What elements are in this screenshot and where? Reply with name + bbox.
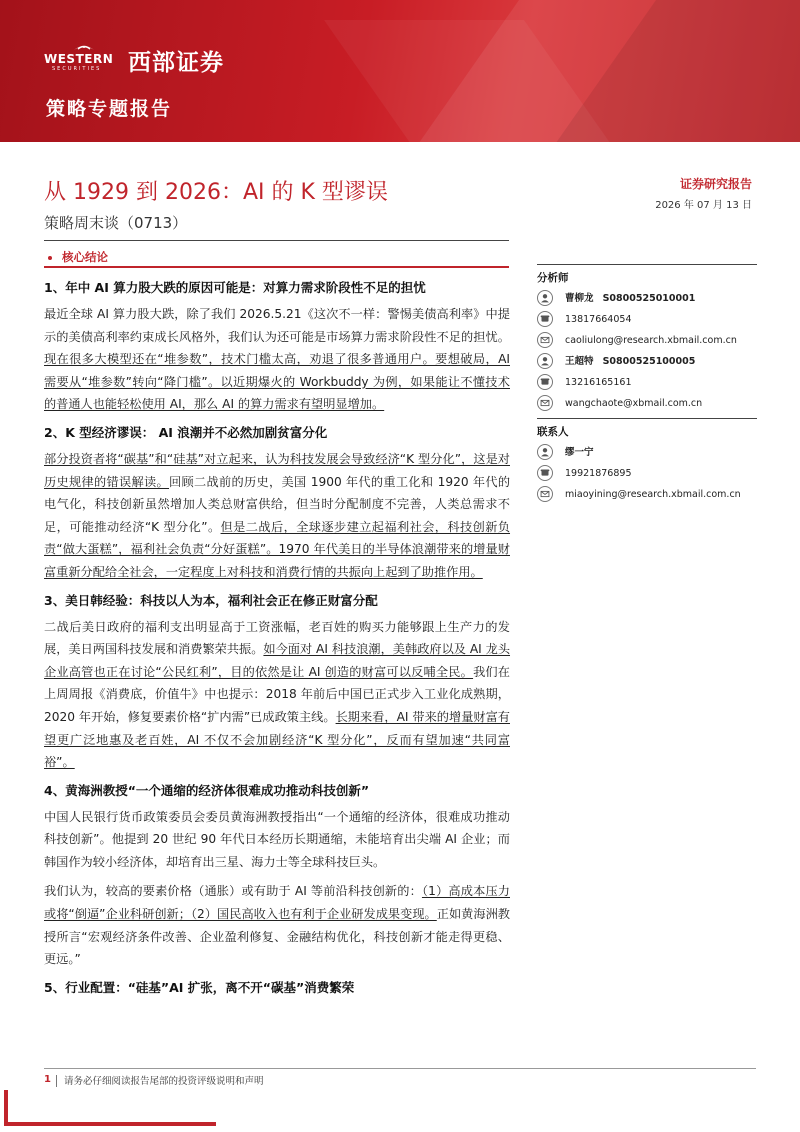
analyst-label: 分析师 xyxy=(537,272,569,284)
page-subtitle: 策略周末谈（0713） xyxy=(44,214,188,232)
analyst-email-row xyxy=(537,330,757,351)
paragraph: 二战后美日政府的福利支出明显高于工资涨幅，老百姓的购买力能够跟上生产力的发展，美日两国科技发展和消费繁荣共振。如今面对 AI 科技浪潮，美韩政府以及 AI 龙头企业高管也正在讨论“公民红利”，目的依然是让 AI 创造的财富可以反哺全民。我们在上周周报《消费底，价值牛》中也提示：2018 年前后中国已正式步入工业化成熟期，2020 年开始，修复要素价格“扩内需”已成政策主线。长期来看，AI 带来的增量财富有望更广泛地惠及老百姓，AI 不仅不会加剧经济“K 型分化”，反而有望加速“共同富裕”。 xyxy=(44,619,511,770)
email-icon xyxy=(537,486,553,502)
section-label: 核心结论 xyxy=(48,249,108,265)
person-icon xyxy=(537,290,553,306)
divider xyxy=(537,418,757,419)
section-heading: 2、K 型经济谬误： AI 浪潮并不必然加剧贫富分化 xyxy=(44,424,328,440)
section-heading: 4、黄海洲教授“一个通缩的经济体很难成功推动科技创新” xyxy=(44,782,370,798)
paragraph: 我们认为，较高的要素价格（通胀）或有助于 AI 等前沿科技创新的：（1）高成本压力或将“倒逼”企业科研创新；（2）国民高收入也有利于企业研发成果变现。正如黄海洲教授所言“宏观经济条件改善、企业盈利修复、金融结构优化，科技创新才能走得更稳、更远。” xyxy=(44,884,510,967)
person-icon xyxy=(537,353,553,369)
section-heading: 1、年中 AI 算力股大跌的原因可能是：对算力需求阶段性不足的担忧 xyxy=(44,280,426,295)
corner-decoration xyxy=(4,1122,216,1126)
phone-icon xyxy=(537,311,553,327)
corner-decoration xyxy=(4,1090,8,1126)
email-link[interactable]: miaoyining@research.xbmail.com.cn xyxy=(565,489,741,500)
analyst-name-row: 王超特 S0800525100005 xyxy=(537,351,757,372)
phone-icon xyxy=(537,465,553,481)
section-heading: 3、美日韩经验：科技以人为本，福利社会正在修正财富分配 xyxy=(44,592,378,608)
header-banner xyxy=(0,0,800,142)
logo-chinese: 西部证券 xyxy=(128,50,224,76)
logo-english: WESTERN xyxy=(44,52,114,66)
contact-phone-row: 19921876895 xyxy=(537,463,757,484)
paragraph: 中国人民银行货币政策委员会委员黄海洲教授指出“一个通缩的经济体，很难成功推动科技创新”。他提到 20 世纪 90 年代日本经历长期通缩，未能培育出尖端 AI 企业；而韩国作为较小经济体，却培育出三星、海力士等全球科技巨头。 xyxy=(44,809,510,869)
analyst-phone-row: 13216165161 xyxy=(537,372,757,393)
page-number: 1 xyxy=(44,1074,51,1085)
footer-divider xyxy=(44,1068,756,1069)
divider xyxy=(44,240,509,241)
divider xyxy=(537,264,757,265)
paragraph: 最近全球 AI 算力股大跌，除了我们 2026.5.21《这次不一样：警惕美债高利率》中提示的美债高利率约束成长风格外，我们认为还可能是市场算力需求阶段性不足的担忧。现在很多大模型还在“堆参数”，技术门槛太高，劝退了很多普通用户。要想破局，AI 需要从“堆参数”转向“降门槛”。以近期爆火的 Workbuddy 为例，如果能让不懂技术的普通人也能轻松使用 AI，那么 AI 的算力需求有望明显增加。 xyxy=(44,307,510,412)
report-date: 2026 年 07 月 13 日 xyxy=(655,200,752,211)
email-icon xyxy=(537,332,553,348)
contact-email-row xyxy=(537,484,757,505)
contact-label: 联系人 xyxy=(537,426,569,438)
report-type: 证券研究报告 xyxy=(679,177,752,191)
email-link[interactable]: wangchaote@xbmail.com.cn xyxy=(565,398,703,409)
person-icon xyxy=(537,444,553,460)
footer-disclaimer: 请务必仔细阅读报告尾部的投资评级说明和声明 xyxy=(64,1076,264,1087)
footer-separator xyxy=(56,1075,57,1087)
email-icon xyxy=(537,395,553,411)
phone-icon xyxy=(537,374,553,390)
page-title: 从 1929 到 2026：AI 的 K 型谬误 xyxy=(44,180,388,205)
author-sidebar xyxy=(537,264,757,505)
paragraph: 部分投资者将“碳基”和“硅基”对立起来，认为科技发展会导致经济“K 型分化”，这是对历史规律的错误解读。回顾二战前的历史，美国 1900 年代的重工化和 1920 年代的电气化，科技创新虽然增加人类总财富供给，但当时分配制度不完善，人类总需求不足，可能推动经济“K 型分化”。但是二战后，全球逐步建立起福利社会，科技创新负责“做大蛋糕”，福利社会负责“分好蛋糕”。1970 年代美日的半导体浪潮带来的增量财富重新分配给全社会，一定程度上对科技和消费行情的共振向上起到了助推作用。 xyxy=(44,451,511,579)
divider xyxy=(44,266,509,268)
analyst-name-row: 曹柳龙 S0800525010001 xyxy=(537,288,757,309)
email-link[interactable]: caoliulong@research.xbmail.com.cn xyxy=(565,335,737,346)
report-category: 策略专题报告 xyxy=(46,98,173,120)
bullet-icon xyxy=(48,256,52,260)
contact-name-row: 缪一宁 xyxy=(537,442,757,463)
section-heading: 5、行业配置：“硅基”AI 扩张，离不开“碳基”消费繁荣 xyxy=(44,979,355,995)
logo-subtext: SECURITIES xyxy=(52,66,102,72)
main-content xyxy=(44,278,510,1003)
analyst-phone-row: 13817664054 xyxy=(537,309,757,330)
analyst-email-row xyxy=(537,393,757,414)
